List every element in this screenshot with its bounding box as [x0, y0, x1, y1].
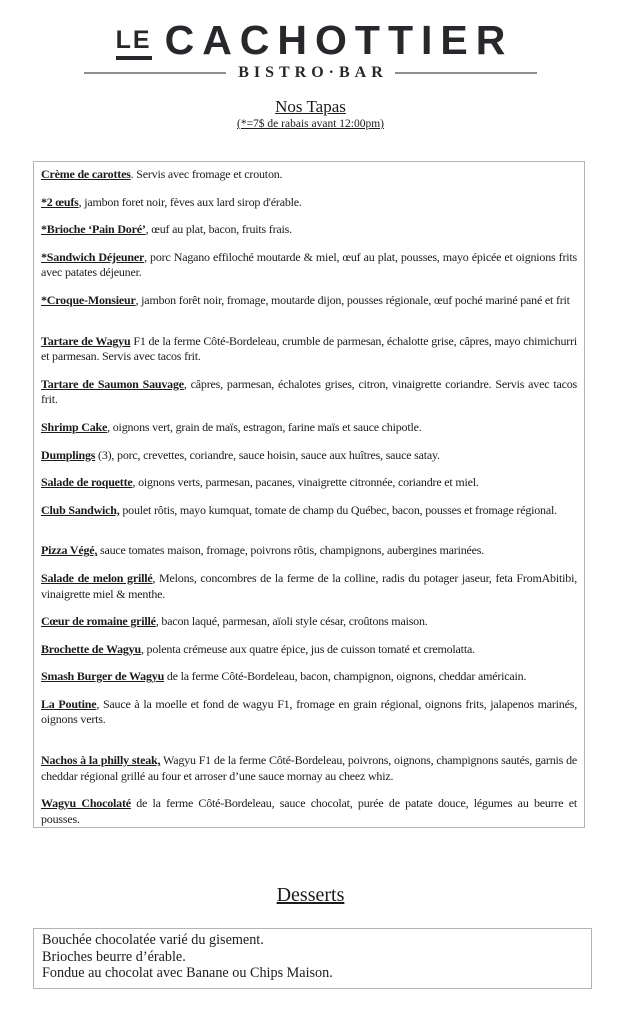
menu-item-name: Salade de roquette	[41, 475, 133, 490]
menu-item-description: sauce tomates maison, fromage, poivrons rôtis, champignons, aubergines marinées.	[97, 543, 485, 558]
menu-item-description: F1 de la ferme Côté-Bordeleau, crumble de parmesan, échalotte grise, câpres, mayo chimichurri et parmesan. Servis avec tacos frit.	[41, 333, 577, 364]
dessert-item: Fondue au chocolat avec Banane ou Chips Maison.	[42, 965, 333, 982]
menu-item	[41, 334, 577, 365]
tapas-list	[41, 167, 577, 827]
menu-item-description: , jambon forêt noir, fromage, moutarde dijon, pousses régionale, œuf poché mariné pané et frit	[135, 292, 570, 307]
menu-item-description: . Servis avec fromage et crouton.	[130, 167, 283, 181]
brand-subtitle: BISTRO·BAR	[238, 64, 388, 81]
dessert-item: Brioches beurre d’érable.	[42, 948, 186, 965]
left-rule	[84, 72, 226, 74]
menu-item	[41, 642, 577, 658]
menu-item-name: Pizza Végé,	[41, 543, 98, 558]
menu-item	[41, 448, 577, 464]
menu-item-name: *2 œufs	[41, 194, 79, 209]
dessert-item: Bouchée chocolatée varié du gisement.	[42, 932, 264, 949]
menu-item	[41, 250, 577, 281]
menu-item-name: *Sandwich Déjeuner	[41, 249, 145, 264]
menu-item-name: Club Sandwich,	[41, 502, 120, 517]
menu-item-name: La Poutine	[41, 696, 97, 711]
tapas-section-title: Nos Tapas	[275, 97, 346, 116]
menu-item-name: Shrimp Cake	[41, 419, 108, 434]
menu-item-description: , Sauce à la moelle et fond de wagyu F1, fromage en grain régional, oignons frits, jalapenos marinés, oignons verts.	[41, 696, 577, 727]
right-rule	[395, 72, 537, 74]
menu-item	[41, 167, 577, 183]
menu-item	[41, 293, 577, 309]
menu-item	[41, 222, 577, 238]
menu-item-description: , porc Nagano effiloché moutarde & miel, œuf au plat, pousses, mayo épicée et oignions frits avec patates déjeuner.	[41, 249, 577, 280]
menu-item-name: Wagyu Chocolaté	[41, 796, 131, 811]
menu-item-description: , bacon laqué, parmesan, aïoli style césar, croûtons maison.	[155, 614, 428, 629]
menu-item	[41, 697, 577, 728]
menu-item-description: , câpres, parmesan, échalotes grises, citron, vinaigrette coriandre. Servis avec tacos frit.	[41, 376, 577, 407]
menu-item-name: Crème de carottes	[41, 167, 131, 181]
brand-logo-sub	[0, 64, 621, 82]
menu-item-description: , œuf au plat, bacon, fruits frais.	[145, 222, 292, 237]
desserts-list	[42, 932, 583, 982]
menu-item	[41, 195, 577, 211]
menu-item-name: Nachos à la philly steak,	[41, 753, 161, 768]
menu-item-name: Smash Burger de Wagyu	[41, 669, 165, 684]
desserts-section-title: Desserts	[276, 884, 345, 907]
menu-item-name: *Croque-Monsieur	[41, 292, 136, 307]
menu-item-description: de la ferme Côté-Bordeleau, sauce chocolat, purée de patate douce, légumes au beurre et pousses.	[41, 796, 578, 826]
menu-item-name: Salade de melon grillé	[41, 570, 153, 585]
menu-item-name: Dumplings	[41, 447, 96, 462]
brand-logo-main	[0, 17, 621, 63]
menu-item	[41, 543, 577, 559]
menu-item-description: , oignons verts, parmesan, pacanes, vinaigrette citronnée, coriandre et miel.	[132, 475, 479, 490]
brand-logo	[0, 0, 621, 82]
menu-item	[41, 420, 577, 436]
menu-item-name: *Brioche ‘Pain Doré’	[41, 222, 146, 237]
menu-item	[41, 753, 577, 784]
menu-item-description: , oignons vert, grain de maïs, estragon, farine maïs et sauce chipotle.	[107, 419, 422, 434]
menu-item	[41, 377, 577, 408]
tapas-discount-note: (*=7$ de rabais avant 12:00pm)	[236, 118, 384, 130]
menu-item-description: , polenta crémeuse aux quatre épice, jus de cuisson tomaté et cremolatta.	[140, 641, 475, 656]
desserts-box	[33, 928, 592, 989]
brand-name: CACHOTTIER	[164, 17, 514, 63]
menu-item	[41, 669, 577, 685]
menu-item-description: de la ferme Côté-Bordeleau, bacon, champignon, oignons, cheddar américain.	[164, 669, 527, 684]
menu-item-name: Tartare de Wagyu	[41, 333, 131, 348]
menu-item	[41, 503, 577, 519]
menu-item	[41, 796, 577, 827]
menu-item	[41, 614, 577, 630]
tapas-box	[33, 161, 585, 828]
menu-item	[41, 475, 577, 491]
menu-item-name: Tartare de Saumon Sauvage	[41, 376, 184, 391]
menu-item	[41, 571, 577, 602]
menu-item-description: Wagyu F1 de la ferme Côté-Bordeleau, poivrons, oignons, champignons sautés, garnis de cheddar régional grillé au four et arroser d’une sauce mornay au cheez whiz.	[41, 753, 578, 783]
menu-header	[0, 0, 621, 130]
menu-item-description: , jambon foret noir, fèves aux lard sirop d'érable.	[78, 194, 302, 209]
menu-item-description: , Melons, concombres de la ferme de la colline, radis du potager jaseur, feta FromAbitibi, vinaigrette miel & menthe.	[41, 570, 577, 601]
menu-item-description: (3), porc, crevettes, coriandre, sauce hoisin, sauce aux huîtres, sauce satay.	[95, 447, 440, 462]
menu-item-name: Cœur de romaine grillé	[41, 614, 156, 629]
menu-item-description: poulet rôtis, mayo kumquat, tomate de champ du Québec, bacon, pousses et fromage régional.	[119, 502, 557, 517]
brand-le: LE	[116, 28, 152, 60]
menu-item-name: Brochette de Wagyu	[41, 641, 141, 656]
